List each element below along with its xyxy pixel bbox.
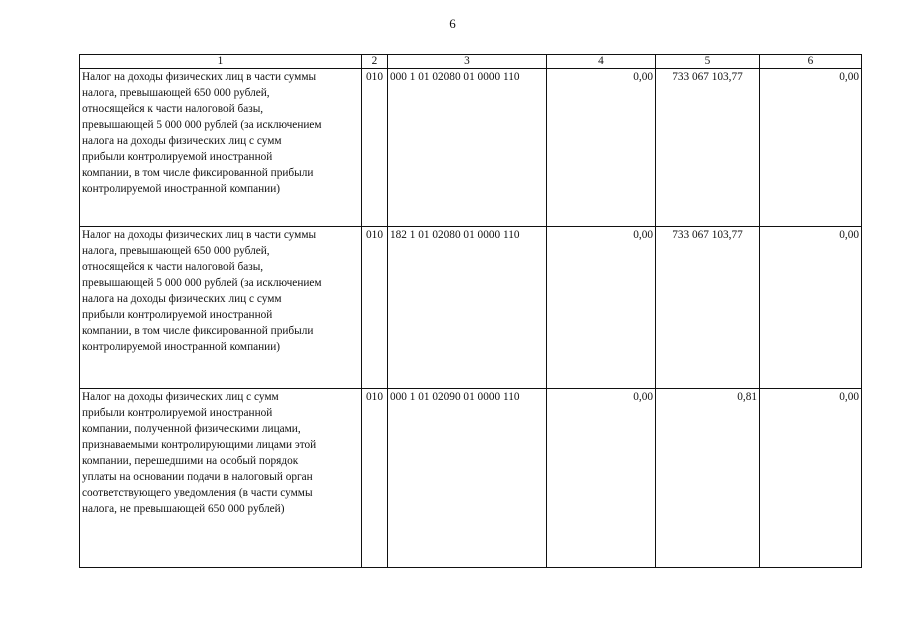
indicator-name-line: компании, полученной физическими лицами, <box>82 423 301 435</box>
budget-code-cell: 000 1 01 02080 01 0000 110 <box>388 69 547 227</box>
indicator-name-line: прибыли контролируемой иностранной <box>82 407 273 419</box>
indicator-name-line: налога на доходы физических лиц с сумм <box>82 135 282 147</box>
line-code-cell: 010 <box>362 69 388 227</box>
header-col-3: 3 <box>388 55 547 69</box>
table-row <box>80 227 862 389</box>
indicator-name-line: контролируемой иностранной компании) <box>82 183 281 195</box>
indicator-name-line: превышающей 5 000 000 рублей (за исключением <box>82 277 322 289</box>
header-col-5: 5 <box>656 55 760 69</box>
budget-code-cell: 000 1 01 02090 01 0000 110 <box>388 389 547 568</box>
header-col-1: 1 <box>80 55 362 69</box>
header-col-6: 6 <box>760 55 862 69</box>
budget-code-cell: 182 1 01 02080 01 0000 110 <box>388 227 547 389</box>
indicator-name-line: прибыли контролируемой иностранной <box>82 309 273 321</box>
col5-value-cell: 733 067 103,77 <box>656 69 760 227</box>
indicator-name-line: налога, превышающей 650 000 рублей, <box>82 87 270 99</box>
indicator-name-line: контролируемой иностранной компании) <box>82 341 281 353</box>
indicator-name-line: Налог на доходы физических лиц в части суммы <box>82 71 317 83</box>
line-code-cell: 010 <box>362 389 388 568</box>
indicator-name-line: налога, превышающей 650 000 рублей, <box>82 245 270 257</box>
header-col-2: 2 <box>362 55 388 69</box>
indicator-name-line: превышающей 5 000 000 рублей (за исключением <box>82 119 322 131</box>
line-code-cell: 010 <box>362 227 388 389</box>
indicator-name-line: компании, перешедшими на особый порядок <box>82 455 299 467</box>
header-row <box>80 55 862 69</box>
indicator-name-line: налога на доходы физических лиц с сумм <box>82 293 282 305</box>
indicator-name-line: налога, не превышающей 650 000 рублей) <box>82 503 285 515</box>
col4-value-cell: 0,00 <box>547 69 656 227</box>
col6-value-cell: 0,00 <box>760 69 862 227</box>
indicator-name-line: прибыли контролируемой иностранной <box>82 151 273 163</box>
indicator-name-line: компании, в том числе фиксированной прибыли <box>82 167 314 179</box>
table-row <box>80 389 862 568</box>
indicator-name-cell <box>80 389 362 568</box>
indicator-name-line: признаваемыми контролирующими лицами этой <box>82 439 317 451</box>
page-number: 6 <box>449 16 456 31</box>
revenue-table <box>79 54 862 568</box>
indicator-name-line: Налог на доходы физических лиц в части суммы <box>82 229 317 241</box>
col5-value-cell: 733 067 103,77 <box>656 227 760 389</box>
col4-value-cell: 0,00 <box>547 227 656 389</box>
indicator-name-cell <box>80 69 362 227</box>
col6-value-cell: 0,00 <box>760 227 862 389</box>
indicator-name-cell <box>80 227 362 389</box>
indicator-name-line: относящейся к части налоговой базы, <box>82 103 264 115</box>
indicator-name-line: относящейся к части налоговой базы, <box>82 261 264 273</box>
table-row <box>80 69 862 227</box>
header-col-4: 4 <box>547 55 656 69</box>
col4-value-cell: 0,00 <box>547 389 656 568</box>
indicator-name-line: уплаты на основании подачи в налоговый орган <box>82 471 313 483</box>
col5-value-cell: 0,81 <box>656 389 760 568</box>
indicator-name-line: Налог на доходы физических лиц с сумм <box>82 391 279 403</box>
indicator-name-line: соответствующего уведомления (в части суммы <box>82 487 313 499</box>
indicator-name-line: компании, в том числе фиксированной прибыли <box>82 325 314 337</box>
col6-value-cell: 0,00 <box>760 389 862 568</box>
